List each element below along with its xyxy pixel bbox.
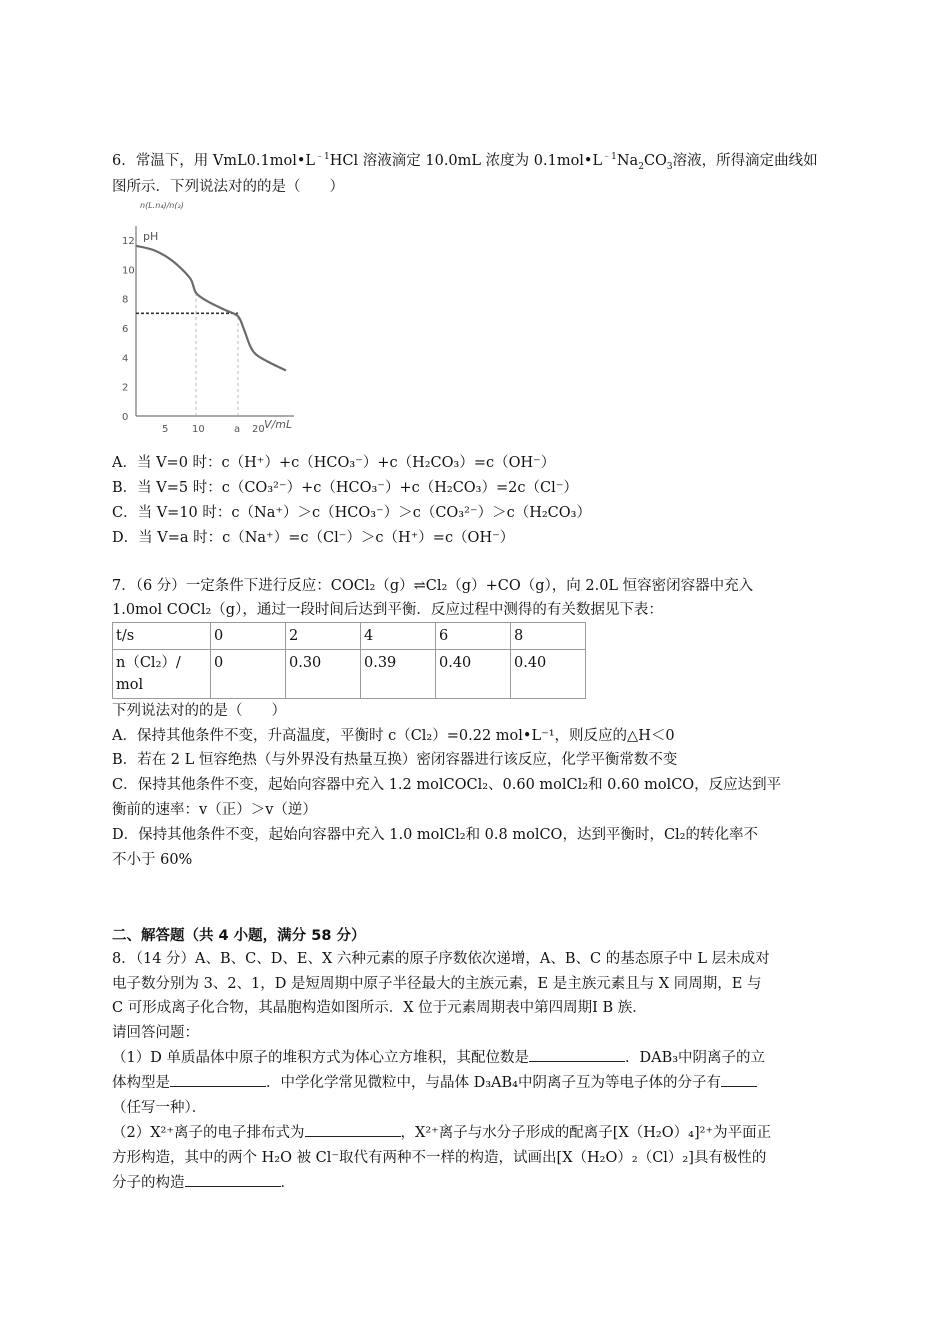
y-tick-label: 6 bbox=[122, 324, 129, 335]
q8-part1-line3: （任写一种）． bbox=[112, 1100, 207, 1116]
x-axis-label: V/mL bbox=[264, 418, 293, 431]
table-cell: n（Cl₂）/ mol bbox=[113, 650, 211, 699]
answer-blank[interactable] bbox=[305, 1122, 401, 1137]
q7-option-c-line1[interactable]: C．保持其他条件不变，起始向容器中充入 1.2 molCOCl₂、0.60 molCl₂和 0.60 molCO，反应达到平 bbox=[112, 777, 782, 793]
q8-part2-line2: 方形构造，其中的两个 H₂O 被 Cl⁻取代有两种不一样的构造，试画出[X（H₂O）₂（Cl）₂]具有极性的 bbox=[112, 1150, 767, 1166]
q6-option-a[interactable]: A．当 V=0 时：c（H⁺）+c（HCO₃⁻）+c（H₂CO₃）=c（OH⁻） bbox=[112, 455, 556, 471]
x-tick-label: 5 bbox=[162, 424, 169, 435]
q6-option-d[interactable]: D．当 V=a 时：c（Na⁺）=c（Cl⁻）＞c（H⁺）=c（OH⁻） bbox=[112, 530, 515, 546]
q8-part1-line1: （1）D 单质晶体中原子的堆积方式为体心立方堆积，其配位数是 ．DAB₃中阴离子的立 bbox=[112, 1047, 765, 1069]
table-row bbox=[113, 650, 586, 699]
q6-option-c[interactable]: C．当 V=10 时：c（Na⁺）＞c（HCO₃⁻）＞c（CO₃²⁻）＞c（H₂CO₃） bbox=[112, 505, 591, 521]
q8-line3: C 可形成离子化合物，其晶胞构造如图所示．X 位于元素周期表中第四周期Ⅰ B 族． bbox=[112, 1000, 647, 1016]
table-cell: 2 bbox=[286, 623, 361, 650]
y-tick-label: 8 bbox=[122, 294, 129, 306]
titration-curve bbox=[136, 246, 286, 371]
y-tick-label: 4 bbox=[122, 353, 129, 365]
table-cell: 0.30 bbox=[286, 650, 361, 699]
q7-option-d-line2[interactable]: 不小于 60% bbox=[112, 852, 193, 868]
section2-heading: 二、解答题（共 4 小题，满分 58 分） bbox=[112, 928, 366, 944]
answer-blank[interactable] bbox=[721, 1072, 757, 1087]
table-cell: 8 bbox=[511, 623, 586, 650]
q7-option-b[interactable]: B．若在 2 L 恒容绝热（与外界没有热量互换）密闭容器进行该反应，化学平衡常数不变 bbox=[112, 752, 678, 768]
table-cell: 4 bbox=[361, 623, 436, 650]
table-cell: 6 bbox=[436, 623, 511, 650]
q7-stem-line1: 7．（6 分）一定条件下进行反应：COCl₂（g）⇌Cl₂（g）+CO（g），向 2.0L 恒容密闭容器中充入 bbox=[112, 578, 754, 594]
table-cell: 0.39 bbox=[361, 650, 436, 699]
table-cell: 0 bbox=[211, 650, 286, 699]
q8-part2-line1: （2）X²⁺离子的电子排布式为 ，X²⁺离子与水分子形成的配离子[X（H₂O）₄]²⁺为平面正 bbox=[112, 1122, 771, 1144]
q7-data-table bbox=[112, 622, 586, 699]
q7-option-a[interactable]: A．保持其他条件不变，升高温度，平衡时 c（Cl₂）=0.22 mol•L⁻¹，则反应的△H＜0 bbox=[112, 728, 675, 744]
q7-option-c-line2[interactable]: 衡前的速率：v（正）＞v（逆） bbox=[112, 802, 317, 818]
y-axis-label: pH bbox=[143, 230, 159, 243]
titration-chart bbox=[100, 196, 300, 436]
q6-option-b[interactable]: B．当 V=5 时：c（CO₃²⁻）+c（HCO₃⁻）+c（H₂CO₃）=2c（Cl⁻） bbox=[112, 480, 578, 496]
table-cell: 0 bbox=[211, 623, 286, 650]
y-tick-label: 2 bbox=[122, 382, 129, 394]
answer-blank[interactable] bbox=[185, 1172, 281, 1187]
q8-line2: 电子数分别为 3、2、1，D 是短周期中原子半径最大的主族元素，E 是主族元素且与 X 同周期，E 与 bbox=[112, 976, 762, 992]
answer-blank[interactable] bbox=[170, 1072, 266, 1087]
table-cell: 0.40 bbox=[511, 650, 586, 699]
q7-question: 下列说法对的的是（ ） bbox=[112, 703, 286, 719]
q8-part2-line3: 分子的构造 ． bbox=[112, 1172, 295, 1194]
y-tick-label: 10 bbox=[122, 265, 135, 277]
chart-title: n(L.n₄)/n(₂) bbox=[140, 201, 184, 210]
chart-axes bbox=[136, 226, 294, 416]
x-tick-label: 10 bbox=[192, 424, 205, 435]
y-tick-label: 12 bbox=[122, 236, 135, 247]
table-cell: t/s bbox=[113, 623, 211, 650]
answer-blank[interactable] bbox=[529, 1047, 625, 1062]
q6-stem-line2: 图所示．下列说法对的的是（ ） bbox=[112, 179, 344, 195]
q8-line4: 请回答问题： bbox=[112, 1025, 199, 1041]
chart-ticks bbox=[122, 236, 265, 435]
table-cell: 0.40 bbox=[436, 650, 511, 699]
chart-guides bbox=[136, 293, 238, 416]
q7-stem-line2: 1.0mol COCl₂（g），通过一段时间后达到平衡．反应过程中测得的有关数据见下表： bbox=[112, 602, 663, 618]
q6-stem-line1: 6．常温下，用 $VmL0.1mol•L^{﹣1}HCl$ 溶液滴定 10.0mL 浓度为 $0.1mol•L^{﹣1}Na_2CO_3$溶液，所得滴定曲线如 bbox=[112, 152, 818, 172]
table-row bbox=[113, 623, 586, 650]
x-tick-label: 20 bbox=[252, 424, 265, 435]
q8-line1: 8．（14 分）A、B、C、D、E、X 六种元素的原子序数依次递增，A、B、C 的基态原子中 L 层未成对 bbox=[112, 951, 770, 967]
y-tick-label: 0 bbox=[122, 412, 129, 423]
x-tick-label: a bbox=[234, 424, 241, 435]
q8-part1-line2: 体构型是 ．中学化学常见微粒中，与晶体 D₃AB₄中阴离子互为等电子体的分子有 bbox=[112, 1072, 757, 1094]
q7-option-d-line1[interactable]: D．保持其他条件不变，起始向容器中充入 1.0 molCl₂和 0.8 molCO，达到平衡时，Cl₂的转化率不 bbox=[112, 827, 758, 843]
